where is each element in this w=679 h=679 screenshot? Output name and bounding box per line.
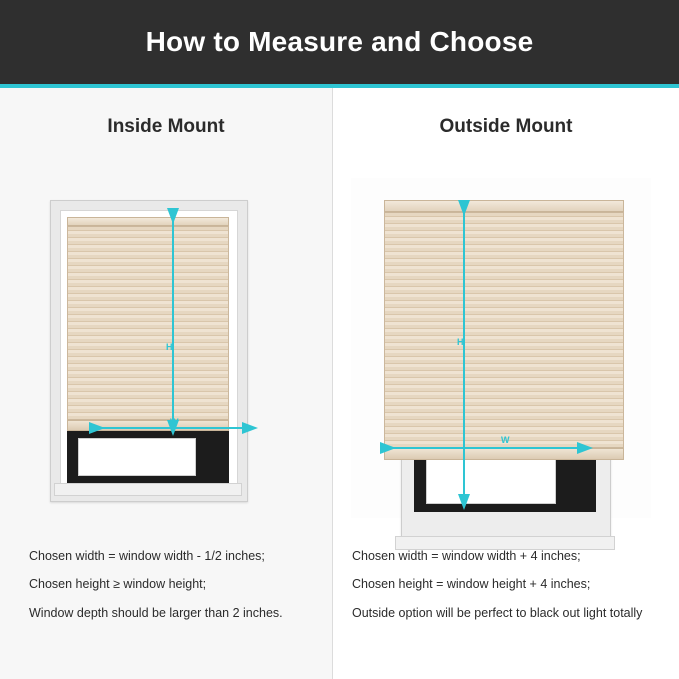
inside-mount-notes — [29, 550, 314, 620]
outside-mount-notes — [352, 550, 669, 620]
page-header — [0, 0, 679, 84]
note-item: Chosen height ≥ window height; — [29, 577, 207, 591]
note-item: Window depth should be larger than 2 inches. — [29, 605, 283, 620]
note-item: Chosen width = window width + 4 inches; — [352, 548, 581, 563]
width-label: W — [170, 417, 179, 427]
comparison-columns — [0, 88, 679, 679]
outside-mount-title: Outside Mount — [439, 116, 573, 137]
note-item: Chosen height = window height + 4 inches; — [352, 577, 591, 591]
width-label: W — [501, 435, 510, 445]
inside-mount-title: Inside Mount — [107, 116, 225, 137]
note-item: Outside option will be perfect to black out light totally — [352, 605, 643, 620]
page-title: How to Measure and Choose — [145, 26, 534, 57]
height-label: H — [166, 342, 173, 352]
outside-mount-panel — [333, 88, 679, 679]
inside-mount-panel — [0, 88, 332, 679]
height-label: H — [457, 337, 464, 347]
note-item: Chosen width = window width - 1/2 inches; — [29, 548, 265, 563]
